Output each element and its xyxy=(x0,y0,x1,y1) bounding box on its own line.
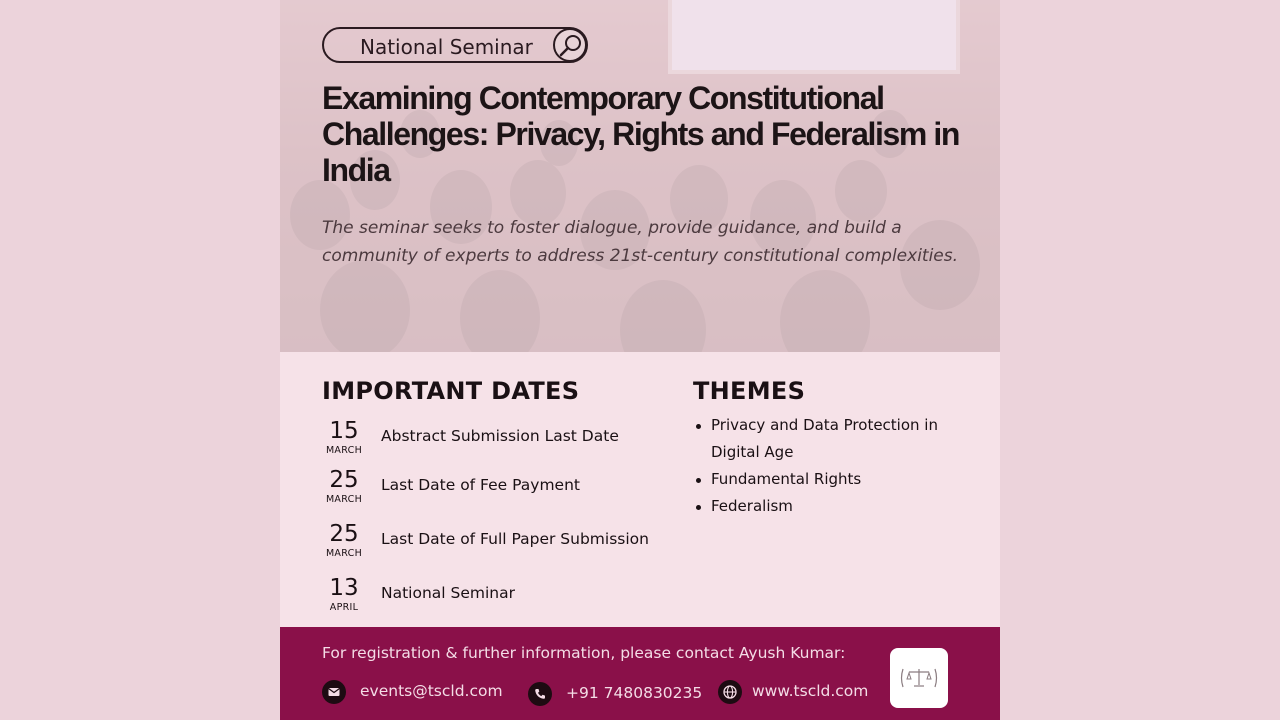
important-dates-heading: IMPORTANT DATES xyxy=(322,377,580,405)
theme-item: Federalism xyxy=(693,493,963,520)
date-item xyxy=(322,418,662,458)
badge-label: National Seminar xyxy=(360,35,533,59)
phone-icon xyxy=(528,682,552,706)
date-label: Last Date of Full Paper Submission xyxy=(381,530,649,548)
date-item xyxy=(322,521,662,561)
seminar-poster xyxy=(280,0,1000,720)
date-day: 25 xyxy=(329,521,359,547)
theme-item: Privacy and Data Protection in Digital Age xyxy=(693,412,963,466)
date-item xyxy=(322,467,662,507)
hero-section xyxy=(280,0,1000,352)
date-month: APRIL xyxy=(329,602,359,613)
organization-logo xyxy=(890,648,948,708)
national-seminar-badge xyxy=(322,27,588,63)
date-month: MARCH xyxy=(325,445,363,456)
scales-emblem-icon xyxy=(899,665,939,691)
date-day: 25 xyxy=(329,467,359,493)
globe-icon xyxy=(718,680,742,704)
magnifier-icon xyxy=(553,28,587,62)
contact-line: For registration & further information, please contact Ayush Kumar: xyxy=(322,644,846,662)
date-day: 13 xyxy=(329,575,359,601)
phone-number[interactable]: +91 7480830235 xyxy=(566,684,703,702)
date-item xyxy=(322,575,662,615)
date-day: 15 xyxy=(329,418,359,444)
contact-footer xyxy=(280,627,1000,720)
date-label: Last Date of Fee Payment xyxy=(381,476,580,494)
email-icon xyxy=(322,680,346,704)
date-month: MARCH xyxy=(325,494,363,505)
themes-heading: THEMES xyxy=(693,377,806,405)
seminar-description: The seminar seeks to foster dialogue, provide guidance, and build a community of experts to address 21st-century constitutional complexities. xyxy=(322,218,959,266)
email-link[interactable]: events@tscld.com xyxy=(360,682,503,700)
date-label: National Seminar xyxy=(381,584,515,602)
date-label: Abstract Submission Last Date xyxy=(381,427,619,445)
themes-list xyxy=(693,412,963,520)
theme-item: Fundamental Rights xyxy=(693,466,963,493)
seminar-title: Examining Contemporary Constitutional Challenges: Privacy, Rights and Federalism in India xyxy=(322,80,960,188)
website-link[interactable]: www.tscld.com xyxy=(752,682,869,700)
date-month: MARCH xyxy=(325,548,363,559)
